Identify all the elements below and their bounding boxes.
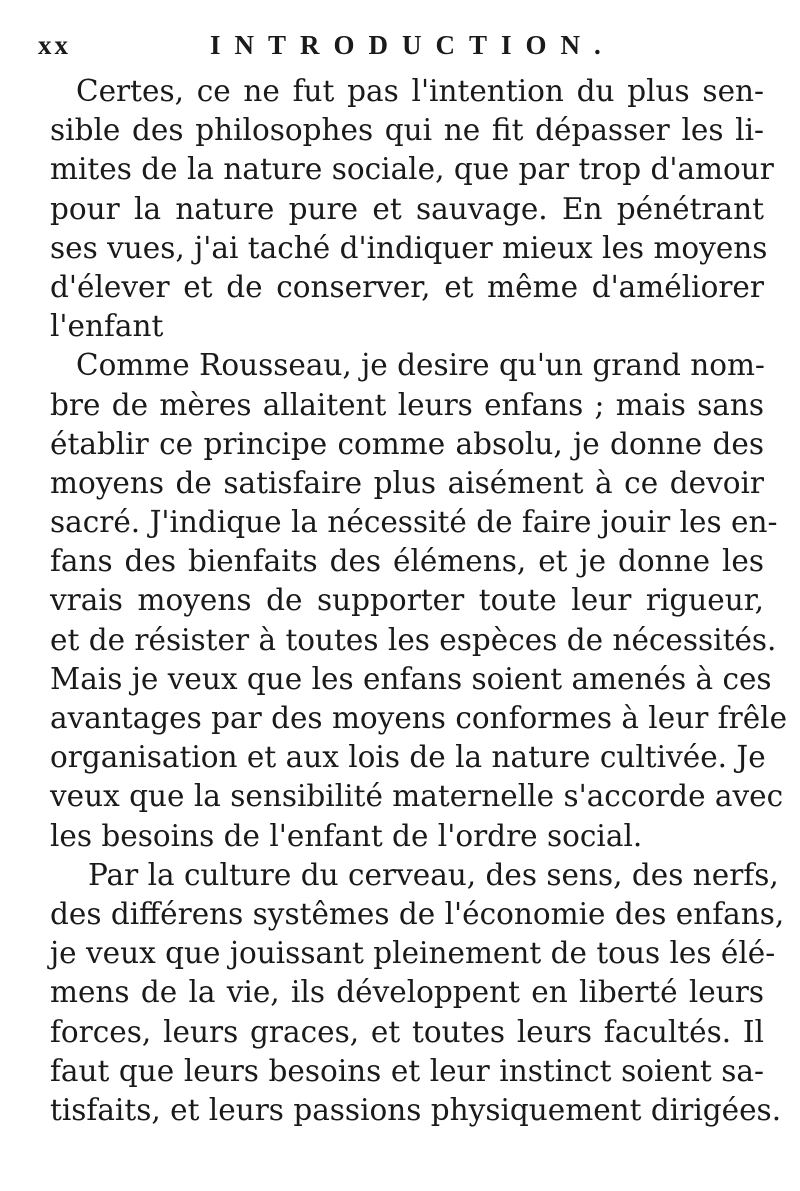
text-line: vrais moyens de supporter toute leur rigueur, — [50, 583, 764, 618]
text-line: moyens de satisfaire plus aisément à ce devoir — [50, 465, 764, 500]
text-line: établir ce principe comme absolu, je donne des — [50, 426, 764, 461]
text-line: d'élever et de conserver, et même d'améliorer — [50, 269, 764, 304]
text-line: avantages par des moyens conformes à leur frêle — [50, 701, 788, 735]
text-line: tisfaits, et leurs passions physiquement dirigées. — [50, 1092, 782, 1127]
text-line: veux que la sensibilité maternelle s'accorde avec — [50, 779, 784, 814]
text-line: organisation et aux lois de la nature cultivée. Je — [50, 740, 766, 775]
text-line: Certes, ce ne fut pas l'intention du plus sen- — [76, 74, 764, 108]
text-line: ses vues, j'ai taché d'indiquer mieux les moyens — [50, 230, 768, 265]
text-line: sacré. J'indique la nécessité de faire jouir les en- — [50, 505, 778, 540]
text-line: bre de mères allaitent leurs enfans ; mais sans — [50, 387, 764, 422]
running-title: INTRODUCTION. — [210, 30, 615, 60]
page-number: xx — [38, 30, 71, 60]
paragraph — [50, 346, 788, 855]
text-line: faut que leurs besoins et leur instinct soient sa- — [50, 1053, 764, 1088]
page-header — [38, 30, 776, 66]
text-line: mites de la nature sociale, que par trop d'amour — [50, 152, 774, 187]
text-line: sible des philosophes qui ne fit dépasser les li- — [50, 113, 764, 148]
text-line: Mais je veux que les enfans soient amenés à ces — [50, 661, 772, 696]
text-line: des différens systêmes de l'économie des enfans, — [50, 896, 785, 931]
text-line: Comme Rousseau, je desire qu'un grand nom- — [76, 348, 765, 383]
text-line: Par la culture du cerveau, des sens, des nerfs, — [88, 857, 779, 892]
text-line: pour la nature pure et sauvage. En pénétrant — [50, 191, 764, 226]
paragraph — [50, 856, 785, 1130]
text-line: fans des bienfaits des élémens, et je donne les — [50, 544, 764, 579]
text-line: forces, leurs graces, et toutes leurs facultés. Il — [50, 1014, 764, 1049]
body-text — [50, 72, 788, 1130]
paragraph — [50, 72, 774, 346]
text-line: mens de la vie, ils développent en liberté leurs — [50, 975, 764, 1010]
text-line: je veux que jouissant pleinement de tous les élé- — [50, 936, 776, 971]
text-line: l'enfant — [50, 309, 164, 344]
text-line: les besoins de l'enfant de l'ordre social. — [50, 818, 643, 853]
text-line: et de résister à toutes les espèces de nécessités. — [50, 622, 777, 657]
